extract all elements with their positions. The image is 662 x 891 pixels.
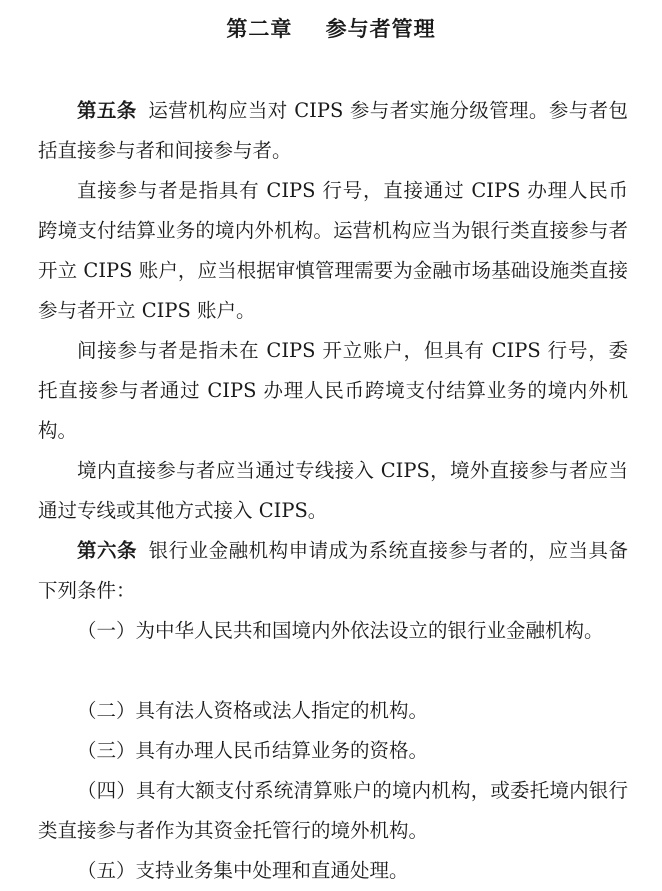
article-5-text: 运营机构应当对 CIPS 参与者实施分级管理。参与者包括直接参与者和间接参与者。	[38, 99, 628, 162]
condition-item-3: （三）具有办理人民币结算业务的资格。	[77, 739, 429, 762]
condition-item-2: （二）具有法人资格或法人指定的机构。	[77, 699, 429, 722]
article-5-paragraph	[38, 91, 628, 171]
indirect-participant-paragraph: 间接参与者是指未在 CIPS 开立账户，但具有 CIPS 行号，委托直接参与者通过 CIPS 办理人民币跨境支付结算业务的境内外机构。	[38, 339, 628, 442]
direct-participant-paragraph: 直接参与者是指具有 CIPS 行号，直接通过 CIPS 办理人民币跨境支付结算业务的境内外机构。运营机构应当为银行类直接参与者开立 CIPS 账户，应当根据审慎管理需要为金融市场基础设施类直接参与者开立 CIPS 账户。	[38, 179, 628, 322]
article-5-label: 第五条	[77, 99, 137, 122]
article-6-paragraph	[38, 531, 628, 611]
condition-item-5: （五）支持业务集中处理和直通处理。	[77, 859, 409, 882]
access-method-paragraph: 境内直接参与者应当通过专线接入 CIPS，境外直接参与者应当通过专线或其他方式接入 CIPS。	[38, 459, 628, 522]
article-6-label: 第六条	[77, 539, 137, 562]
condition-item-1: （一）为中华人民共和国境内外依法设立的银行业金融机构。	[77, 619, 604, 642]
chapter-title: 第二章 参与者管理	[226, 17, 436, 41]
condition-item-4: （四）具有大额支付系统清算账户的境内机构，或委托境内银行类直接参与者作为其资金托管行的境外机构。	[38, 779, 628, 842]
article-6-text: 银行业金融机构申请成为系统直接参与者的，应当具备下列条件：	[38, 539, 628, 602]
